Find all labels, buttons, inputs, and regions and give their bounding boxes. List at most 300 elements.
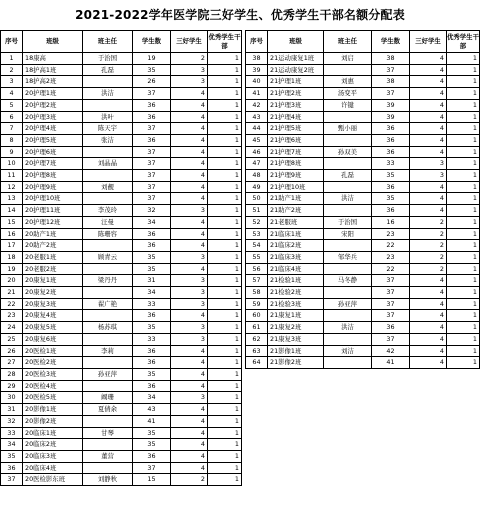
- cell-class: 20护理7班: [23, 158, 83, 170]
- cell-class: 21护理9班: [268, 170, 324, 182]
- cell-leader: 1: [447, 158, 480, 170]
- cell-advisor: [83, 240, 133, 252]
- left-allocation-table: [0, 30, 242, 486]
- cell-advisor: 董营: [83, 450, 133, 462]
- cell-advisor: 洪洁: [83, 88, 133, 100]
- table-row: [246, 193, 480, 205]
- cell-class: 20护理3班: [23, 111, 83, 123]
- cell-merit: 4: [410, 298, 447, 310]
- cell-leader: 1: [447, 99, 480, 111]
- table-row: [246, 240, 480, 252]
- cell-seq: 42: [246, 99, 268, 111]
- cell-seq: 32: [1, 415, 23, 427]
- cell-class: 21临床3班: [268, 251, 324, 263]
- cell-students: 35: [372, 193, 410, 205]
- cell-leader: 1: [208, 322, 242, 334]
- cell-students: 22: [372, 263, 410, 275]
- cell-merit: 4: [171, 146, 208, 158]
- cell-seq: 50: [246, 193, 268, 205]
- table-row: [1, 205, 242, 217]
- cell-seq: 49: [246, 181, 268, 193]
- cell-seq: 55: [246, 251, 268, 263]
- cell-seq: 7: [1, 123, 23, 135]
- table-row: [1, 193, 242, 205]
- cell-merit: 4: [410, 134, 447, 146]
- cell-merit: 4: [410, 345, 447, 357]
- table-row: [246, 158, 480, 170]
- cell-class: 20医检2班: [23, 357, 83, 369]
- cell-seq: 61: [246, 322, 268, 334]
- cell-leader: 1: [208, 216, 242, 228]
- cell-leader: 1: [208, 345, 242, 357]
- cell-class: 20老服1班: [23, 251, 83, 263]
- cell-advisor: 刘洁: [324, 345, 372, 357]
- cell-class: 20护理6班: [23, 146, 83, 158]
- cell-leader: 1: [208, 181, 242, 193]
- cell-merit: 4: [410, 123, 447, 135]
- cell-students: 36: [372, 205, 410, 217]
- table-row: [246, 287, 480, 299]
- cell-students: 38: [372, 53, 410, 65]
- table-row: [1, 111, 242, 123]
- cell-leader: 1: [208, 462, 242, 474]
- table-row: [246, 111, 480, 123]
- cell-class: 20康复4班: [23, 310, 83, 322]
- cell-leader: 1: [447, 170, 480, 182]
- table-row: [1, 298, 242, 310]
- cell-class: 21助产1班: [268, 193, 324, 205]
- cell-merit: 4: [410, 181, 447, 193]
- cell-students: 36: [133, 111, 171, 123]
- cell-advisor: 孙亚萍: [324, 298, 372, 310]
- cell-seq: 64: [246, 357, 268, 369]
- cell-class: 21运动康复2班: [268, 64, 324, 76]
- cell-seq: 13: [1, 193, 23, 205]
- cell-merit: 4: [171, 462, 208, 474]
- cell-advisor: 陈珊容: [83, 228, 133, 240]
- cell-advisor: [324, 333, 372, 345]
- cell-class: 18护高1班: [23, 64, 83, 76]
- cell-class: 21护理8班: [268, 158, 324, 170]
- cell-leader: 1: [447, 322, 480, 334]
- cell-students: 36: [372, 134, 410, 146]
- cell-advisor: 陈天宇: [83, 123, 133, 135]
- cell-seq: 41: [246, 88, 268, 100]
- cell-students: 36: [372, 322, 410, 334]
- cell-advisor: [83, 193, 133, 205]
- cell-leader: 1: [447, 134, 480, 146]
- cell-advisor: [83, 76, 133, 88]
- cell-leader: 1: [208, 240, 242, 252]
- cell-leader: 1: [208, 134, 242, 146]
- cell-merit: 4: [410, 287, 447, 299]
- cell-advisor: 孔磊: [324, 170, 372, 182]
- cell-merit: 4: [410, 64, 447, 76]
- cell-advisor: 李莉: [83, 345, 133, 357]
- table-row: [1, 181, 242, 193]
- cell-leader: 1: [208, 368, 242, 380]
- cell-class: 21康复3班: [268, 333, 324, 345]
- table-row: [246, 170, 480, 182]
- cell-merit: 4: [410, 193, 447, 205]
- cell-students: 37: [372, 275, 410, 287]
- cell-leader: 1: [447, 357, 480, 369]
- cell-seq: 23: [1, 310, 23, 322]
- cell-students: 37: [133, 181, 171, 193]
- cell-class: 20康复1班: [23, 275, 83, 287]
- cell-students: 31: [133, 275, 171, 287]
- cell-advisor: 杨苏琪: [83, 322, 133, 334]
- cell-seq: 48: [246, 170, 268, 182]
- cell-students: 36: [133, 450, 171, 462]
- table-row: [246, 53, 480, 65]
- cell-class: 20护理12班: [23, 216, 83, 228]
- cell-advisor: 孙双美: [324, 146, 372, 158]
- cell-seq: 17: [1, 240, 23, 252]
- cell-seq: 37: [1, 474, 23, 486]
- table-row: [1, 123, 242, 135]
- table-row: [246, 99, 480, 111]
- table-row: [1, 158, 242, 170]
- cell-merit: 4: [171, 88, 208, 100]
- cell-leader: 1: [447, 333, 480, 345]
- cell-students: 36: [133, 240, 171, 252]
- cell-leader: 1: [447, 310, 480, 322]
- cell-leader: 1: [208, 380, 242, 392]
- cell-leader: 1: [447, 76, 480, 88]
- cell-advisor: [324, 134, 372, 146]
- cell-advisor: [83, 333, 133, 345]
- cell-leader: 1: [447, 123, 480, 135]
- cell-advisor: 孔磊: [83, 64, 133, 76]
- cell-class: 21检验2班: [268, 287, 324, 299]
- cell-class: 21影像1班: [268, 345, 324, 357]
- cell-advisor: [324, 111, 372, 123]
- cell-students: 26: [133, 76, 171, 88]
- cell-students: 37: [372, 64, 410, 76]
- right-allocation-table: [245, 30, 480, 369]
- cell-advisor: 夏倩余: [83, 404, 133, 416]
- cell-class: 21护理10班: [268, 181, 324, 193]
- right-table-body: [246, 53, 480, 369]
- cell-seq: 15: [1, 216, 23, 228]
- table-row: [1, 380, 242, 392]
- cell-students: 35: [133, 439, 171, 451]
- cell-class: 20影像2班: [23, 415, 83, 427]
- cell-advisor: 甄小丽: [324, 123, 372, 135]
- cell-seq: 34: [1, 439, 23, 451]
- cell-seq: 1: [1, 53, 23, 65]
- document-title: 2021-2022学年医学院三好学生、优秀学生干部名额分配表: [75, 8, 405, 22]
- header-leader: 优秀学生干部: [208, 31, 242, 53]
- cell-students: 41: [133, 415, 171, 427]
- cell-leader: 1: [208, 158, 242, 170]
- cell-merit: 4: [410, 146, 447, 158]
- cell-advisor: 洪洁: [324, 193, 372, 205]
- cell-leader: 1: [208, 263, 242, 275]
- cell-merit: 4: [171, 216, 208, 228]
- cell-class: 21护理2班: [268, 88, 324, 100]
- cell-seq: 28: [1, 368, 23, 380]
- cell-merit: 2: [410, 263, 447, 275]
- cell-class: 20护理8班: [23, 170, 83, 182]
- cell-students: 36: [133, 228, 171, 240]
- cell-class: 21检验1班: [268, 275, 324, 287]
- cell-students: 37: [372, 287, 410, 299]
- cell-class: 20护理4班: [23, 123, 83, 135]
- table-row: [246, 228, 480, 240]
- cell-merit: 4: [410, 99, 447, 111]
- table-row: [1, 462, 242, 474]
- cell-merit: 2: [410, 240, 447, 252]
- cell-class: 21临床1班: [268, 228, 324, 240]
- cell-advisor: 宋阳: [324, 228, 372, 240]
- table-row: [1, 345, 242, 357]
- cell-leader: 1: [208, 415, 242, 427]
- cell-merit: 4: [171, 439, 208, 451]
- table-row: [1, 357, 242, 369]
- cell-merit: 2: [410, 228, 447, 240]
- table-row: [246, 275, 480, 287]
- cell-students: 36: [372, 146, 410, 158]
- cell-advisor: 阚珊: [83, 392, 133, 404]
- cell-leader: 1: [447, 240, 480, 252]
- cell-advisor: 翟广艳: [83, 298, 133, 310]
- cell-students: 37: [372, 310, 410, 322]
- cell-class: 21康复1班: [268, 310, 324, 322]
- cell-advisor: 邹华兵: [324, 251, 372, 263]
- cell-seq: 30: [1, 392, 23, 404]
- cell-leader: 1: [208, 404, 242, 416]
- cell-seq: 62: [246, 333, 268, 345]
- cell-advisor: [324, 357, 372, 369]
- cell-merit: 3: [171, 298, 208, 310]
- cell-students: 34: [133, 216, 171, 228]
- cell-seq: 54: [246, 240, 268, 252]
- table-row: [246, 146, 480, 158]
- cell-leader: 1: [208, 450, 242, 462]
- cell-class: 21护理3班: [268, 99, 324, 111]
- cell-leader: 1: [208, 193, 242, 205]
- cell-students: 37: [133, 193, 171, 205]
- table-row: [1, 287, 242, 299]
- cell-class: 20医检1班: [23, 345, 83, 357]
- table-row: [246, 64, 480, 76]
- cell-seq: 10: [1, 158, 23, 170]
- cell-students: 37: [372, 88, 410, 100]
- cell-advisor: 于治国: [324, 216, 372, 228]
- cell-merit: 2: [410, 251, 447, 263]
- cell-class: 20临床3班: [23, 450, 83, 462]
- cell-students: 23: [372, 251, 410, 263]
- table-row: [246, 216, 480, 228]
- cell-advisor: [83, 415, 133, 427]
- cell-leader: 1: [447, 251, 480, 263]
- cell-class: 20临床1班: [23, 427, 83, 439]
- cell-seq: 31: [1, 404, 23, 416]
- cell-leader: 1: [447, 181, 480, 193]
- cell-class: 20护理10班: [23, 193, 83, 205]
- cell-students: 35: [133, 427, 171, 439]
- cell-advisor: 洪洁: [324, 322, 372, 334]
- cell-seq: 3: [1, 76, 23, 88]
- cell-seq: 53: [246, 228, 268, 240]
- cell-students: 41: [372, 357, 410, 369]
- cell-merit: 4: [171, 450, 208, 462]
- cell-merit: 4: [410, 53, 447, 65]
- cell-advisor: 于治国: [83, 53, 133, 65]
- cell-leader: 1: [208, 439, 242, 451]
- cell-merit: 2: [410, 216, 447, 228]
- cell-merit: 4: [171, 99, 208, 111]
- cell-students: 34: [133, 287, 171, 299]
- cell-students: 37: [133, 88, 171, 100]
- table-row: [1, 392, 242, 404]
- cell-students: 37: [133, 146, 171, 158]
- cell-leader: 1: [208, 392, 242, 404]
- table-row: [1, 134, 242, 146]
- cell-leader: 1: [447, 88, 480, 100]
- cell-merit: 3: [171, 205, 208, 217]
- cell-leader: 1: [208, 427, 242, 439]
- cell-class: 21护理7班: [268, 146, 324, 158]
- cell-merit: 2: [171, 474, 208, 486]
- cell-leader: 1: [447, 287, 480, 299]
- cell-class: 20护理1班: [23, 88, 83, 100]
- cell-advisor: [83, 310, 133, 322]
- cell-merit: 4: [410, 205, 447, 217]
- cell-merit: 4: [171, 310, 208, 322]
- cell-seq: 58: [246, 287, 268, 299]
- cell-leader: 1: [208, 251, 242, 263]
- cell-leader: 1: [447, 298, 480, 310]
- table-row: [1, 275, 242, 287]
- cell-class: 18护高2班: [23, 76, 83, 88]
- table-row: [1, 170, 242, 182]
- cell-merit: 4: [410, 322, 447, 334]
- cell-seq: 39: [246, 64, 268, 76]
- cell-students: 36: [133, 380, 171, 392]
- table-row: [246, 181, 480, 193]
- cell-seq: 46: [246, 146, 268, 158]
- table-row: [246, 205, 480, 217]
- cell-class: 20康复3班: [23, 298, 83, 310]
- cell-class: 20医检5班: [23, 392, 83, 404]
- cell-leader: 1: [208, 170, 242, 182]
- cell-advisor: [324, 64, 372, 76]
- table-row: [246, 333, 480, 345]
- cell-merit: 4: [171, 111, 208, 123]
- cell-merit: 4: [410, 275, 447, 287]
- cell-leader: 1: [447, 275, 480, 287]
- cell-leader: 1: [208, 357, 242, 369]
- table-row: [1, 216, 242, 228]
- table-row: [246, 263, 480, 275]
- cell-seq: 27: [1, 357, 23, 369]
- header-class: 班级: [23, 31, 83, 53]
- cell-merit: 4: [171, 240, 208, 252]
- cell-students: 37: [133, 170, 171, 182]
- table-row: [1, 88, 242, 100]
- cell-seq: 51: [246, 205, 268, 217]
- cell-class: 20医检4班: [23, 380, 83, 392]
- table-row: [1, 322, 242, 334]
- cell-seq: 9: [1, 146, 23, 158]
- cell-students: 34: [133, 392, 171, 404]
- cell-advisor: [83, 287, 133, 299]
- cell-class: 21护理1班: [268, 76, 324, 88]
- cell-seq: 20: [1, 275, 23, 287]
- cell-leader: 1: [447, 53, 480, 65]
- cell-seq: 8: [1, 134, 23, 146]
- cell-seq: 22: [1, 298, 23, 310]
- cell-merit: 3: [410, 158, 447, 170]
- cell-students: 16: [372, 216, 410, 228]
- cell-seq: 38: [246, 53, 268, 65]
- cell-advisor: [324, 287, 372, 299]
- cell-seq: 35: [1, 450, 23, 462]
- cell-merit: 3: [171, 64, 208, 76]
- cell-seq: 2: [1, 64, 23, 76]
- cell-seq: 29: [1, 380, 23, 392]
- cell-merit: 4: [171, 345, 208, 357]
- cell-advisor: 汪曼: [83, 216, 133, 228]
- cell-students: 36: [133, 357, 171, 369]
- cell-students: 36: [133, 310, 171, 322]
- cell-class: 20康复5班: [23, 322, 83, 334]
- cell-seq: 6: [1, 111, 23, 123]
- table-row: [246, 76, 480, 88]
- cell-leader: 1: [208, 275, 242, 287]
- table-row: [1, 474, 242, 486]
- cell-seq: 26: [1, 345, 23, 357]
- cell-class: 20助产2班: [23, 240, 83, 252]
- cell-merit: 4: [171, 228, 208, 240]
- header-seq: 序号: [246, 31, 268, 53]
- cell-leader: 1: [447, 111, 480, 123]
- cell-merit: 4: [410, 88, 447, 100]
- cell-students: 37: [372, 333, 410, 345]
- header-advisor: 班主任: [83, 31, 133, 53]
- table-row: [1, 240, 242, 252]
- cell-advisor: [83, 263, 133, 275]
- table-row: [1, 333, 242, 345]
- cell-class: 21助产2班: [268, 205, 324, 217]
- header-row: [1, 31, 242, 53]
- table-row: [246, 251, 480, 263]
- table-row: [246, 88, 480, 100]
- cell-seq: 52: [246, 216, 268, 228]
- table-row: [1, 450, 242, 462]
- header-leader: 优秀学生干部: [447, 31, 480, 53]
- cell-advisor: [324, 158, 372, 170]
- cell-students: 36: [133, 99, 171, 111]
- cell-advisor: [83, 170, 133, 182]
- cell-class: 20护理11班: [23, 205, 83, 217]
- cell-students: 39: [372, 111, 410, 123]
- cell-seq: 11: [1, 170, 23, 182]
- cell-advisor: 李茂玲: [83, 205, 133, 217]
- cell-merit: 3: [410, 170, 447, 182]
- cell-merit: 4: [410, 310, 447, 322]
- cell-students: 35: [133, 64, 171, 76]
- table-row: [246, 345, 480, 357]
- cell-advisor: 洪叶: [83, 111, 133, 123]
- table-row: [1, 251, 242, 263]
- cell-merit: 4: [171, 193, 208, 205]
- cell-students: 32: [133, 205, 171, 217]
- cell-students: 37: [133, 462, 171, 474]
